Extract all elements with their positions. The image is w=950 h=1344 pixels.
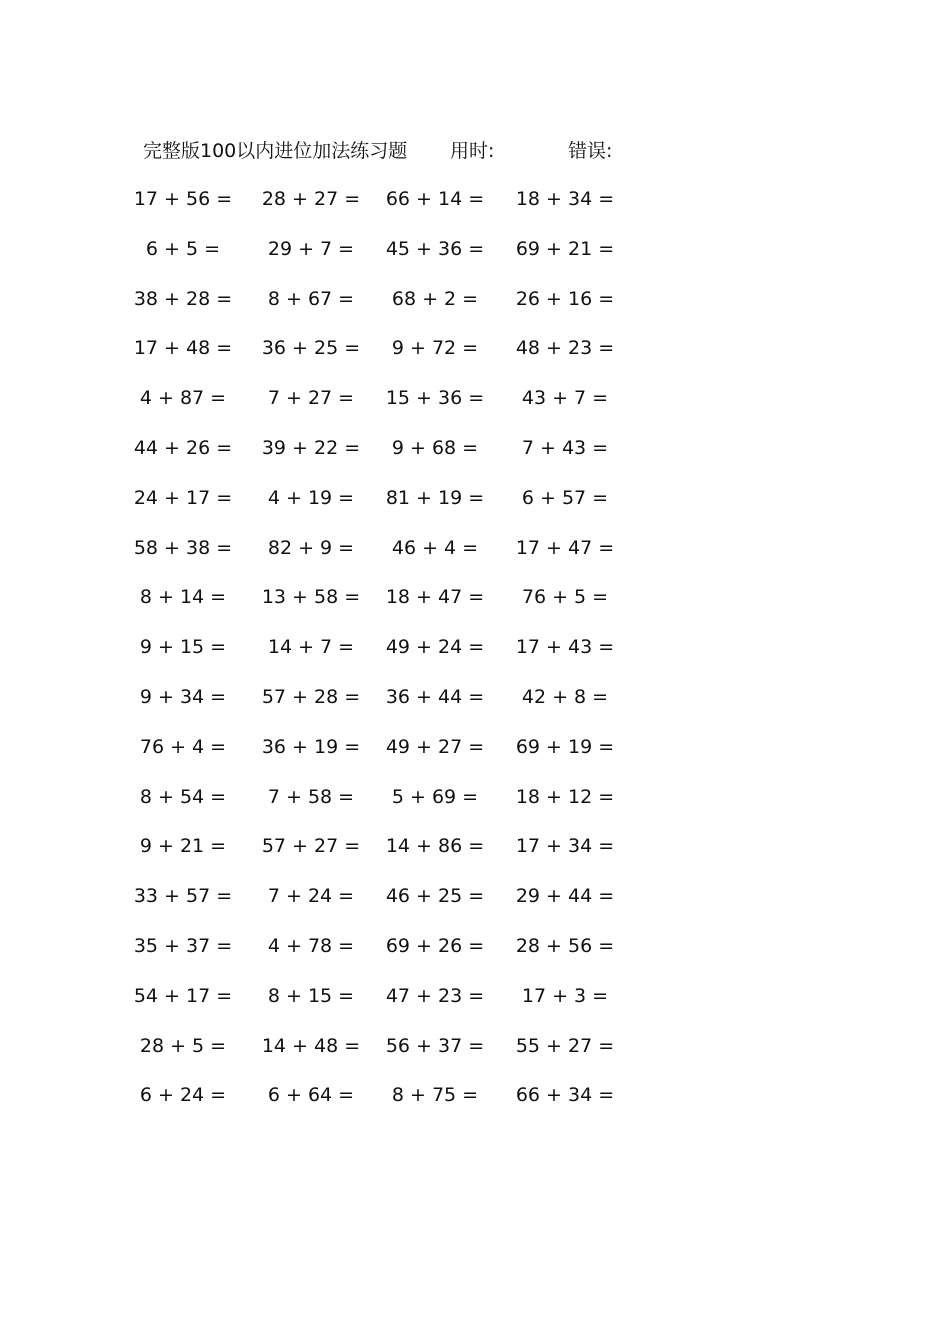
addition-problem: 6 + 24 = [139,1084,227,1107]
addition-problem: 68 + 2 = [391,287,479,310]
addition-problem: 28 + 5 = [139,1034,227,1057]
addition-problem: 66 + 14 = [385,188,485,210]
addition-problem: 28 + 56 = [515,934,615,957]
problem-row [0,881,950,931]
worksheet-header [143,136,703,166]
addition-problem: 6 + 5 = [145,237,221,260]
addition-problem: 7 + 43 = [521,436,609,459]
problem-grid [0,184,950,1130]
problem-row [0,483,950,533]
addition-problem: 14 + 48 = [261,1034,361,1057]
addition-problem: 36 + 44 = [385,685,485,708]
addition-problem: 36 + 25 = [261,337,361,360]
addition-problem: 47 + 23 = [385,984,485,1007]
addition-problem: 8 + 67 = [267,287,355,310]
addition-problem: 9 + 21 = [139,835,227,858]
addition-problem: 15 + 36 = [385,387,485,410]
addition-problem: 82 + 9 = [267,536,355,559]
addition-problem: 18 + 34 = [515,188,615,210]
addition-problem: 9 + 68 = [391,436,479,459]
addition-problem: 43 + 7 = [521,387,609,410]
addition-problem: 7 + 58 = [267,785,355,808]
addition-problem: 48 + 23 = [515,337,615,360]
addition-problem: 17 + 47 = [515,536,615,559]
addition-problem: 54 + 17 = [133,984,233,1007]
problem-row [0,582,950,632]
addition-problem: 42 + 8 = [521,685,609,708]
addition-problem: 26 + 16 = [515,287,615,310]
addition-problem: 5 + 69 = [391,785,479,808]
addition-problem: 6 + 64 = [267,1084,355,1107]
addition-problem: 55 + 27 = [515,1034,615,1057]
addition-problem: 66 + 34 = [515,1084,615,1107]
problem-row [0,782,950,832]
addition-problem: 38 + 28 = [133,287,233,310]
error-count-label: 错误: [568,140,613,162]
problem-row [0,184,950,234]
addition-problem: 17 + 56 = [133,188,233,210]
addition-problem: 58 + 38 = [133,536,233,559]
addition-problem: 56 + 37 = [385,1034,485,1057]
addition-problem: 9 + 15 = [139,636,227,659]
addition-problem: 14 + 86 = [385,835,485,858]
time-used-label: 用时: [450,140,495,162]
problem-row [0,981,950,1031]
addition-problem: 36 + 19 = [261,735,361,758]
addition-problem: 17 + 43 = [515,636,615,659]
addition-problem: 46 + 25 = [385,885,485,908]
addition-problem: 8 + 14 = [139,586,227,609]
addition-problem: 17 + 34 = [515,835,615,858]
addition-problem: 29 + 44 = [515,885,615,908]
addition-problem: 28 + 27 = [261,188,361,210]
addition-problem: 46 + 4 = [391,536,479,559]
addition-problem: 76 + 5 = [521,586,609,609]
addition-problem: 8 + 15 = [267,984,355,1007]
addition-problem: 69 + 21 = [515,237,615,260]
addition-problem: 13 + 58 = [261,586,361,609]
addition-problem: 45 + 36 = [385,237,485,260]
problem-row [0,632,950,682]
addition-problem: 57 + 27 = [261,835,361,858]
addition-problem: 9 + 72 = [391,337,479,360]
addition-problem: 4 + 19 = [267,486,355,509]
problem-row [0,433,950,483]
problem-row [0,533,950,583]
addition-problem: 35 + 37 = [133,934,233,957]
addition-problem: 18 + 47 = [385,586,485,609]
problem-row [0,1031,950,1081]
addition-problem: 7 + 24 = [267,885,355,908]
addition-problem: 18 + 12 = [515,785,615,808]
problem-row [0,682,950,732]
addition-problem: 76 + 4 = [139,735,227,758]
addition-problem: 14 + 7 = [267,636,355,659]
problem-row [0,333,950,383]
problem-row [0,831,950,881]
problem-row [0,931,950,981]
addition-problem: 8 + 54 = [139,785,227,808]
addition-problem: 6 + 57 = [521,486,609,509]
addition-problem: 29 + 7 = [267,237,355,260]
addition-problem: 7 + 27 = [267,387,355,410]
addition-problem: 57 + 28 = [261,685,361,708]
addition-problem: 44 + 26 = [133,436,233,459]
addition-problem: 17 + 48 = [133,337,233,360]
addition-problem: 4 + 78 = [267,934,355,957]
addition-problem: 49 + 24 = [385,636,485,659]
problem-row [0,234,950,284]
problem-row [0,383,950,433]
addition-problem: 81 + 19 = [385,486,485,509]
addition-problem: 39 + 22 = [261,436,361,459]
addition-problem: 24 + 17 = [133,486,233,509]
worksheet-title: 完整版100以内进位加法练习题 [143,140,408,162]
addition-problem: 9 + 34 = [139,685,227,708]
problem-row [0,732,950,782]
addition-problem: 69 + 19 = [515,735,615,758]
addition-problem: 17 + 3 = [521,984,609,1007]
addition-problem: 33 + 57 = [133,885,233,908]
problem-row [0,284,950,334]
problem-row [0,1080,950,1130]
addition-problem: 4 + 87 = [139,387,227,410]
addition-problem: 49 + 27 = [385,735,485,758]
addition-problem: 8 + 75 = [391,1084,479,1107]
addition-problem: 69 + 26 = [385,934,485,957]
